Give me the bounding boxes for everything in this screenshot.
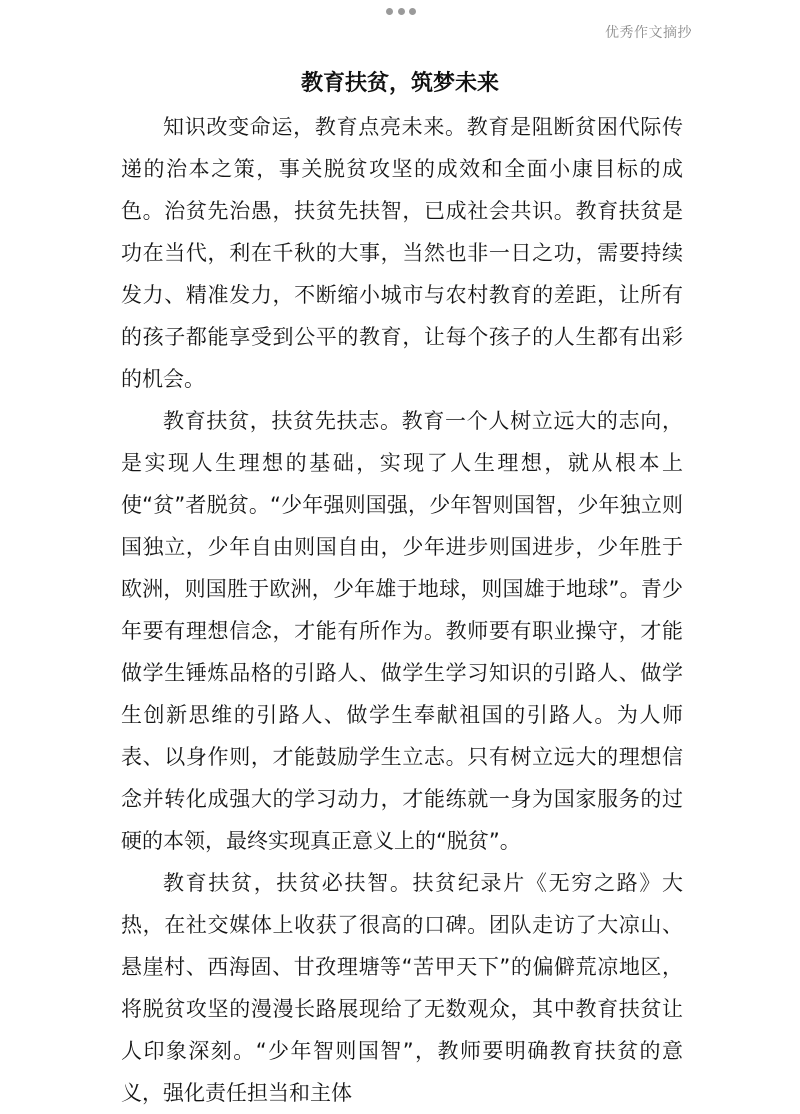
paragraph-3: 教育扶贫，扶贫必扶智。扶贫纪录片《无穷之路》大热，在社交媒体上收获了很高的口碑。团队走访了大凉山、悬崖村、西海固、甘孜理塘等“苦甲天下”的偏僻荒凉地区，将脱贫攻坚的漫漫长路展现给了无数观众，其中教育扶贫让人印象深刻。“少年智则国智”，教师要明确教育扶贫的意义，强化责任担当和主体 (121, 871, 683, 1105)
paragraph-2: 教育扶贫，扶贫先扶志。教育一个人树立远大的志向，是实现人生理想的基础，实现了人生理想，就从根本上使“贫”者脱贫。“少年强则国强，少年智则国智，少年独立则国独立，少年自由则国自由，少年进步则国进步，少年胜于欧洲，则国胜于欧洲，少年雄于地球，则国雄于地球”。青少年要有理想信念，才能有所作为。教师要有职业操守，才能做学生锤炼品格的引路人、做学生学习知识的引路人、做学生创新思维的引路人、做学生奉献祖国的引路人。为人师表、以身作则，才能鼓励学生立志。只有树立远大的理想信念并转化成强大的学习动力，才能练就一身为国家服务的过硬的本领，最终实现真正意义上的“脱贫”。 (121, 409, 683, 853)
article-body (121, 106, 683, 1114)
paragraph-1: 知识改变命运，教育点亮未来。教育是阻断贫困代际传递的治本之策，事关脱贫攻坚的成效和全面小康目标的成色。治贫先治愚，扶贫先扶智，已成社会共识。教育扶贫是功在当代，利在千秋的大事，当然也非一日之功，需要持续发力、精准发力，不断缩小城市与农村教育的差距，让所有的孩子都能享受到公平的教育，让每个孩子的人生都有出彩的机会。 (121, 115, 683, 391)
page-title: 教育扶贫，筑梦未来 (300, 71, 499, 96)
dot-icon (398, 8, 405, 15)
dot-icon (386, 8, 393, 15)
header-label: 优秀作文摘抄 (605, 25, 692, 41)
dot-icon (409, 8, 416, 15)
more-dots-icon[interactable] (386, 6, 416, 16)
